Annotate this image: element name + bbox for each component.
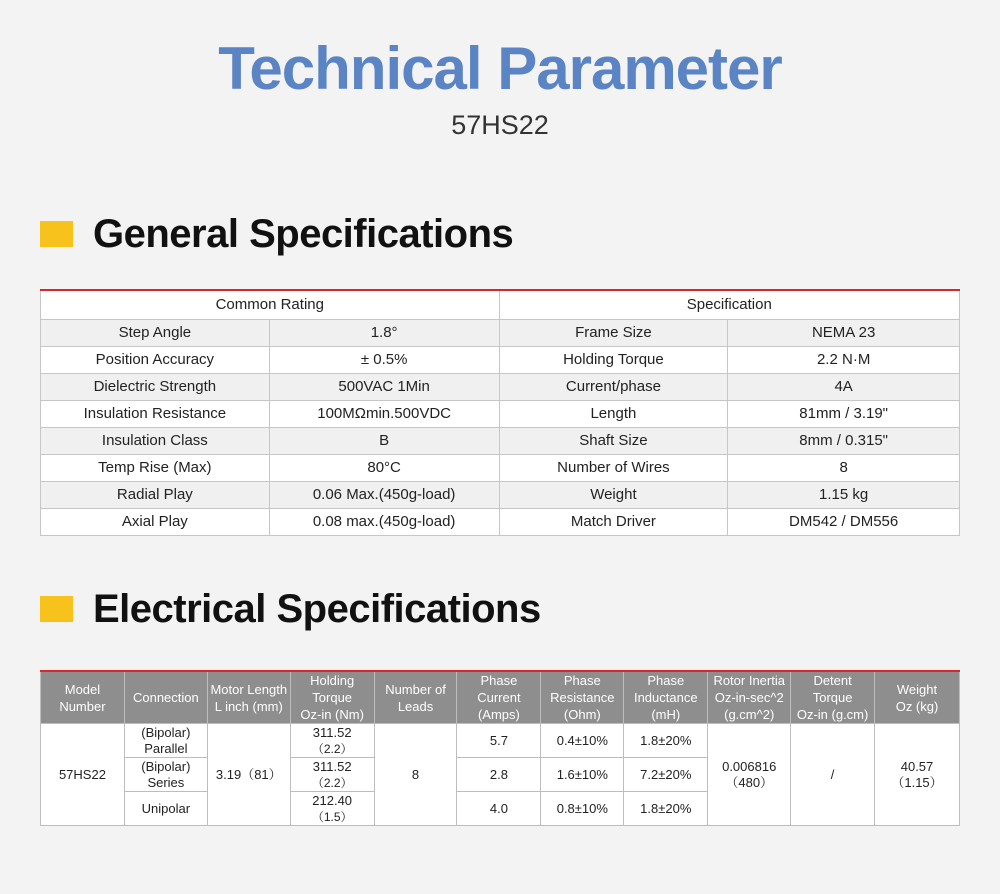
section-marker-icon: [40, 596, 73, 622]
holding-torque-cell: 311.52 （2.2）: [290, 758, 374, 792]
electrical-section-heading: [40, 587, 541, 631]
table-cell: 80°C: [269, 454, 499, 481]
phase-resistance-cell: 1.6±10%: [541, 758, 624, 792]
table-cell: Number of Wires: [499, 454, 728, 481]
holding-torque-cell: 212.40 （1.5）: [290, 792, 374, 826]
table-cell: 500VAC 1Min: [269, 373, 499, 400]
connection-header: Connection: [124, 671, 207, 724]
table-cell: 8: [728, 454, 960, 481]
general-section-heading: [40, 212, 513, 256]
table-cell: Step Angle: [41, 319, 270, 346]
holding-torque-cell: 311.52 （2.2）: [290, 724, 374, 758]
table-cell: 4A: [728, 373, 960, 400]
specification-header: Specification: [499, 290, 959, 319]
table-cell: Holding Torque: [499, 346, 728, 373]
table-row: [41, 400, 960, 427]
table-row: [41, 481, 960, 508]
connection-cell: Unipolar: [124, 792, 207, 826]
table-row: [41, 319, 960, 346]
table-cell: B: [269, 427, 499, 454]
table-cell: Insulation Resistance: [41, 400, 270, 427]
table-cell: DM542 / DM556: [728, 508, 960, 535]
leads-cell: 8: [374, 724, 457, 826]
electrical-heading-label: Electrical Specifications: [93, 586, 541, 631]
electrical-spec-table: [40, 670, 960, 826]
phase-current-cell: 5.7: [457, 724, 541, 758]
table-header-row: [41, 290, 960, 319]
model-subtitle: 57HS22: [451, 110, 549, 140]
phase-inductance-header: Phase Inductance (mH): [624, 671, 708, 724]
table-cell: 2.2 N·M: [728, 346, 960, 373]
phase-resistance-header: Phase Resistance (Ohm): [541, 671, 624, 724]
table-cell: Frame Size: [499, 319, 728, 346]
phase-inductance-cell: 7.2±20%: [624, 758, 708, 792]
phase-resistance-cell: 0.8±10%: [541, 792, 624, 826]
general-heading-label: General Specifications: [93, 211, 514, 256]
motor-length-cell: 3.19（81）: [207, 724, 290, 826]
detent-torque-header: Detent Torque Oz-in (g.cm): [791, 671, 875, 724]
table-row: [41, 373, 960, 400]
table-cell: NEMA 23: [728, 319, 960, 346]
table-cell: Temp Rise (Max): [41, 454, 270, 481]
table-row: [41, 724, 960, 758]
rotor-inertia-cell: 0.006816 （480）: [708, 724, 791, 826]
table-cell: 81mm / 3.19": [728, 400, 960, 427]
general-spec-table: [40, 289, 960, 536]
table-cell: ± 0.5%: [269, 346, 499, 373]
connection-cell: (Bipolar) Parallel: [124, 724, 207, 758]
connection-cell: (Bipolar) Series: [124, 758, 207, 792]
table-cell: Weight: [499, 481, 728, 508]
table-cell: 8mm / 0.315": [728, 427, 960, 454]
table-row: [41, 454, 960, 481]
table-cell: Position Accuracy: [41, 346, 270, 373]
table-cell: Current/phase: [499, 373, 728, 400]
page-title: Technical Parameter: [218, 35, 782, 102]
weight-cell: 40.57 （1.15）: [875, 724, 960, 826]
table-cell: 1.15 kg: [728, 481, 960, 508]
table-cell: Radial Play: [41, 481, 270, 508]
table-cell: Shaft Size: [499, 427, 728, 454]
table-cell: 0.06 Max.(450g-load): [269, 481, 499, 508]
table-cell: 0.08 max.(450g-load): [269, 508, 499, 535]
table-cell: Insulation Class: [41, 427, 270, 454]
table-row: [41, 508, 960, 535]
phase-resistance-cell: 0.4±10%: [541, 724, 624, 758]
model-number-header: Model Number: [41, 671, 125, 724]
motor-length-header: Motor Length L inch (mm): [207, 671, 290, 724]
phase-current-cell: 4.0: [457, 792, 541, 826]
table-row: [41, 346, 960, 373]
table-cell: Match Driver: [499, 508, 728, 535]
weight-header: Weight Oz (kg): [875, 671, 960, 724]
number-of-leads-header: Number of Leads: [374, 671, 457, 724]
table-cell: 1.8°: [269, 319, 499, 346]
holding-torque-header: Holding Torque Oz-in (Nm): [290, 671, 374, 724]
table-row: [41, 427, 960, 454]
section-marker-icon: [40, 221, 73, 247]
phase-inductance-cell: 1.8±20%: [624, 724, 708, 758]
table-cell: Dielectric Strength: [41, 373, 270, 400]
phase-current-cell: 2.8: [457, 758, 541, 792]
table-cell: 100MΩmin.500VDC: [269, 400, 499, 427]
common-rating-header: Common Rating: [41, 290, 500, 319]
table-header-row: [41, 671, 960, 724]
detent-torque-cell: /: [791, 724, 875, 826]
rotor-inertia-header: Rotor Inertia Oz-in-sec^2 (g.cm^2): [708, 671, 791, 724]
model-number-cell: 57HS22: [41, 724, 125, 826]
phase-current-header: Phase Current (Amps): [457, 671, 541, 724]
table-cell: Length: [499, 400, 728, 427]
table-cell: Axial Play: [41, 508, 270, 535]
phase-inductance-cell: 1.8±20%: [624, 792, 708, 826]
